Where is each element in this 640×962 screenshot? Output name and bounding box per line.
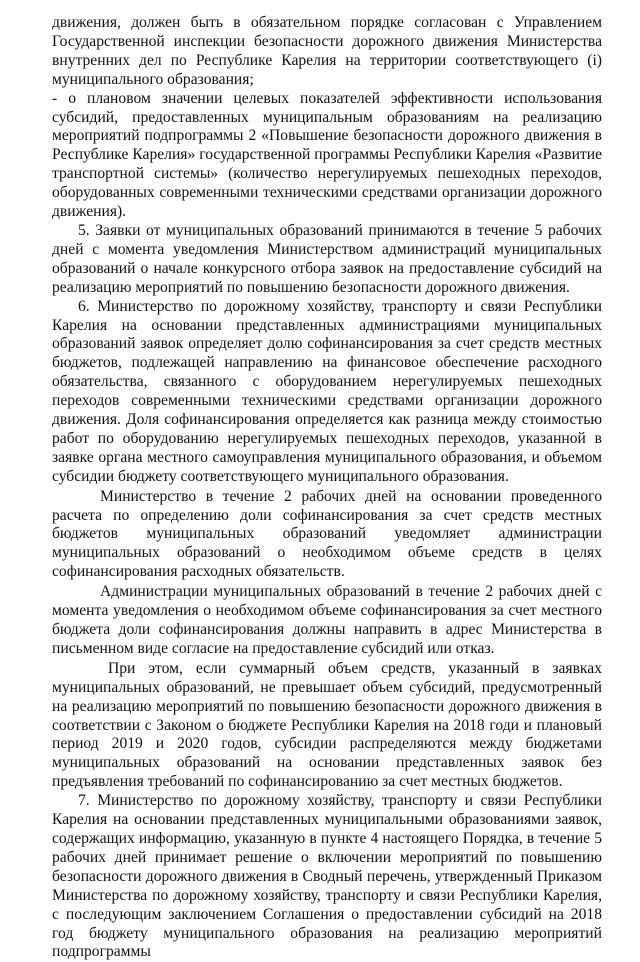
paragraph-item-5: 5. Заявки от муниципальных образований принимаются в течение 5 рабочих дней с момента уведомления Министерством администраций муниципальных образований о начале конкурсного отбора заявок на предоставление субсидий на реализацию мероприятий по повышению безопасности дорожного движения. (52, 221, 602, 296)
paragraph-target-indicators: - о плановом значении целевых показателей эффективности использования субсидий, предоставленных муниципальным образованиям на реализацию мероприятий подпрограммы 2 «Повышение безопасности дорожного движения в Республике Карелия» государственной программы Республики Карелия «Развитие транспортной системы» (количество нерегулируемых пешеходных переходов, оборудованных современными техническими средствами организации дорожного движения). (52, 89, 602, 221)
paragraph-subsidy-distribution: При этом, если суммарный объем средств, указанный в заявках муниципальных образований, не превышает объем субсидий, предусмотренный на реализацию мероприятий по повышению безопасности дорожного движения в соответствии с Законом о бюджете Республики Карелия на 2018 годи и плановый период 2019 и 2020 годов, субсидии распределяются между бюджетами муниципальных образований на основании представленных заявок без предъявления требований по софинансированию за счет местных бюджетов. (52, 659, 602, 791)
paragraph-administrations-consent: Администрации муниципальных образований в течение 2 рабочих дней с момента уведомления о необходимом объеме софинансирования за счет местного бюджета доли софинансирования должны направить в адрес Министерства в письменном виде согласие на предоставление субсидий или отказ. (52, 583, 602, 657)
paragraph-item-7: 7. Министерство по дорожному хозяйству, транспорту и связи Республики Карелия на основании представленных муниципальными образованиями заявок, содержащих информацию, указанную в пункте 4 настоящего Порядка, в течение 5 рабочих дней принимает решение о включении мероприятий по повышению безопасности дорожного движения в Сводный перечень, утвержденный Приказом Министерства по дорожному хозяйству, транспорту и связи Республики Карелия, с последующим заключением Соглашения о предоставлении субсидий на 2018 год бюджету муниципального образования на реализацию мероприятий подпрограммы (52, 792, 602, 961)
paragraph-item-6: 6. Министерство по дорожному хозяйству, транспорту и связи Республики Карелия на основании представленных администрациями муниципальных образований заявок определяет долю софинансирования за счет средств местных бюджетов, подлежащей направлению на финансовое обеспечение расходного обязательства, связанного с оборудованием нерегулируемых пешеходных переходов современными техническими средствами организации дорожного движения. Доля софинансирования определяется как разница между стоимостью работ по оборудованию нерегулируемых пешеходных переходов, указанной в заявке органа местного самоуправления муниципального образования, и объемом субсидии бюджету соответствующего муниципального образования. (52, 297, 602, 485)
paragraph-continuation: движения, должен быть в обязательном порядке согласован с Управлением Государственной инспекции безопасности дорожного движения Министерства внутренних дел по Республике Карелия на территории соответствующего (i) муниципального образования; (52, 14, 602, 88)
paragraph-ministry-notification: Министерство в течение 2 рабочих дней на основании проведенного расчета по определению доли софинансирования за счет средств местных бюджетов муниципальных образований уведомляет администрации муниципальных образований о необходимом объеме средств в целях софинансирования расходных обязательств. (52, 487, 602, 581)
